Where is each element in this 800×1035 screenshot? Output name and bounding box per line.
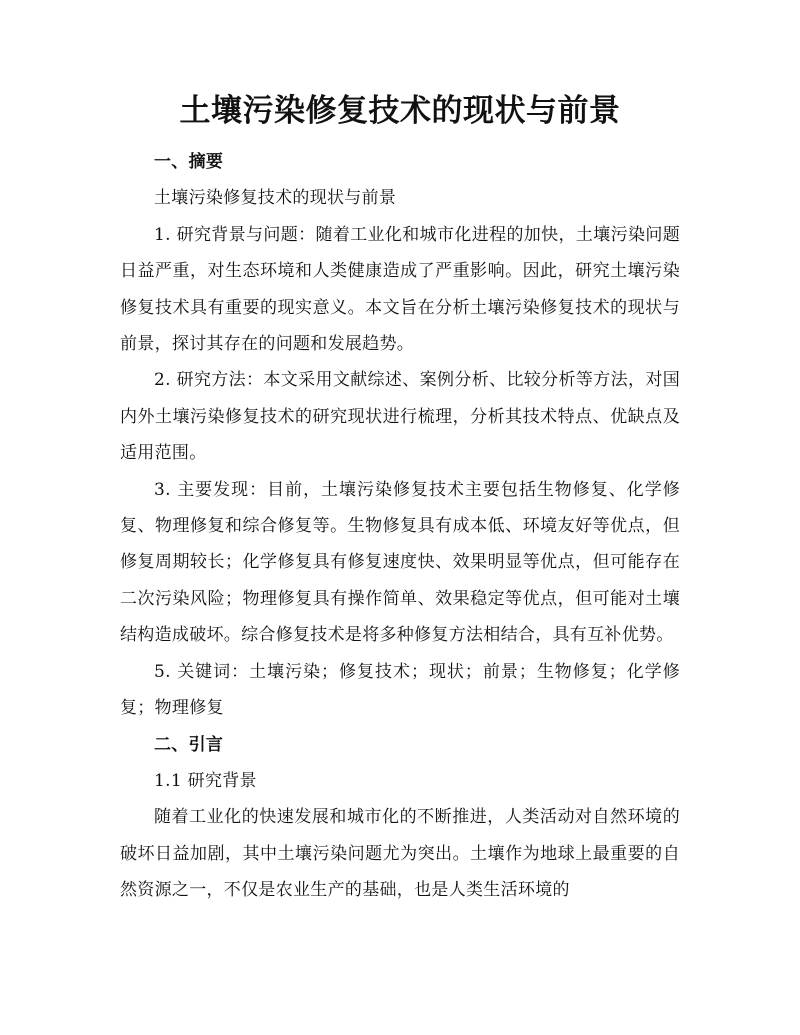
section-heading-introduction: 二、引言 — [154, 734, 224, 755]
subsection-heading-background: 1.1 研究背景 — [154, 770, 257, 791]
document-body — [120, 144, 680, 909]
paragraph-background: 1. 研究背景与问题：随着工业化和城市化进程的加快，土壤污染问题日益严重，对生态环境和人类健康造成了严重影响。因此，研究土壤污染修复技术具有重要的现实意义。本文旨在分析土壤污染修复技术的现状与前景，探讨其存在的问题和发展趋势。 — [120, 224, 680, 355]
section-heading-abstract: 一、摘要 — [154, 152, 224, 172]
paragraph-methods: 2. 研究方法：本文采用文献综述、案例分析、比较分析等方法，对国内外土壤污染修复技术的研究现状进行梳理，分析其技术特点、优缺点及适用范围。 — [120, 370, 680, 464]
paragraph-keywords: 5. 关键词：土壤污染；修复技术；现状；前景；生物修复；化学修复；物理修复 — [120, 661, 680, 719]
abstract-title-line: 土壤污染修复技术的现状与前景 — [154, 188, 397, 209]
paragraph-findings: 3. 主要发现：目前，土壤污染修复技术主要包括生物修复、化学修复、物理修复和综合修复等。生物修复具有成本低、环境友好等优点，但修复周期较长；化学修复具有修复速度快、效果明显等优点，但可能存在二次污染风险；物理修复具有操作简单、效果稳定等优点，但可能对土壤结构造成破坏。综合修复技术是将多种修复方法相结合，具有互补优势。 — [120, 479, 680, 646]
paragraph-introduction: 随着工业化的快速发展和城市化的不断推进，人类活动对自然环境的破坏日益加剧，其中土壤污染问题尤为突出。土壤作为地球上最重要的自然资源之一，不仅是农业生产的基础，也是人类生活环境的 — [120, 807, 680, 901]
document-title: 土壤污染修复技术的现状与前景 — [179, 93, 621, 129]
